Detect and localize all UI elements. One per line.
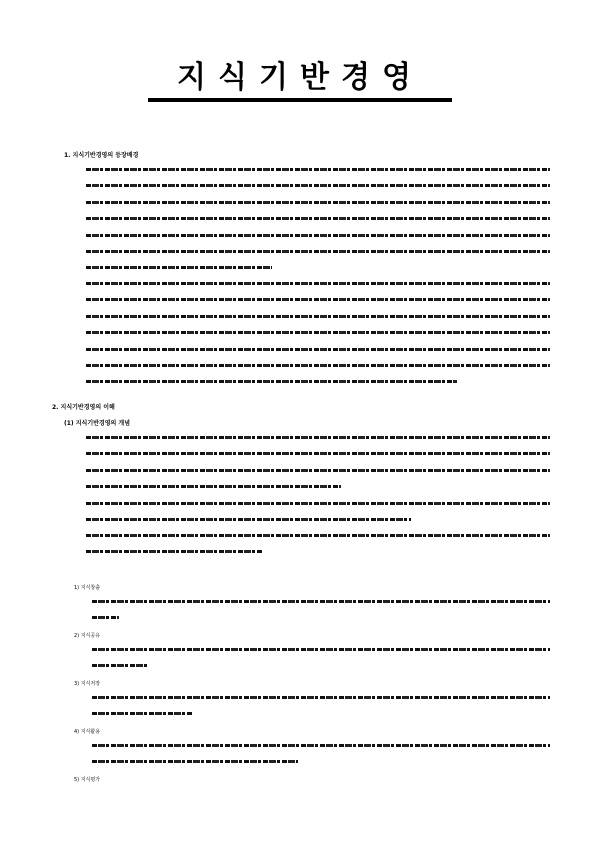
title-underline	[148, 98, 452, 102]
item-label: 4) 지식활용	[74, 729, 101, 735]
paragraph-block	[86, 534, 550, 567]
section-heading: 1. 지식기반경영의 등장배경	[64, 152, 139, 159]
item-label: 5) 지식평가	[74, 777, 101, 783]
item-text	[92, 744, 550, 777]
subsection-heading: (1) 지식기반경영의 개념	[64, 420, 131, 427]
item-label: 1) 지식창출	[74, 585, 101, 591]
paragraph-block	[86, 282, 550, 397]
item-text	[92, 600, 550, 633]
paragraph-block	[86, 168, 550, 283]
item-label: 2) 지식공유	[74, 633, 101, 639]
item-text	[92, 696, 550, 729]
item-label: 3) 지식저장	[74, 681, 101, 687]
paragraph-block	[86, 502, 550, 535]
item-text	[92, 648, 550, 681]
document-title: 지식기반경영	[177, 60, 423, 95]
section-heading: 2. 지식기반경영의 이해	[52, 404, 115, 411]
paragraph-block	[86, 436, 550, 502]
